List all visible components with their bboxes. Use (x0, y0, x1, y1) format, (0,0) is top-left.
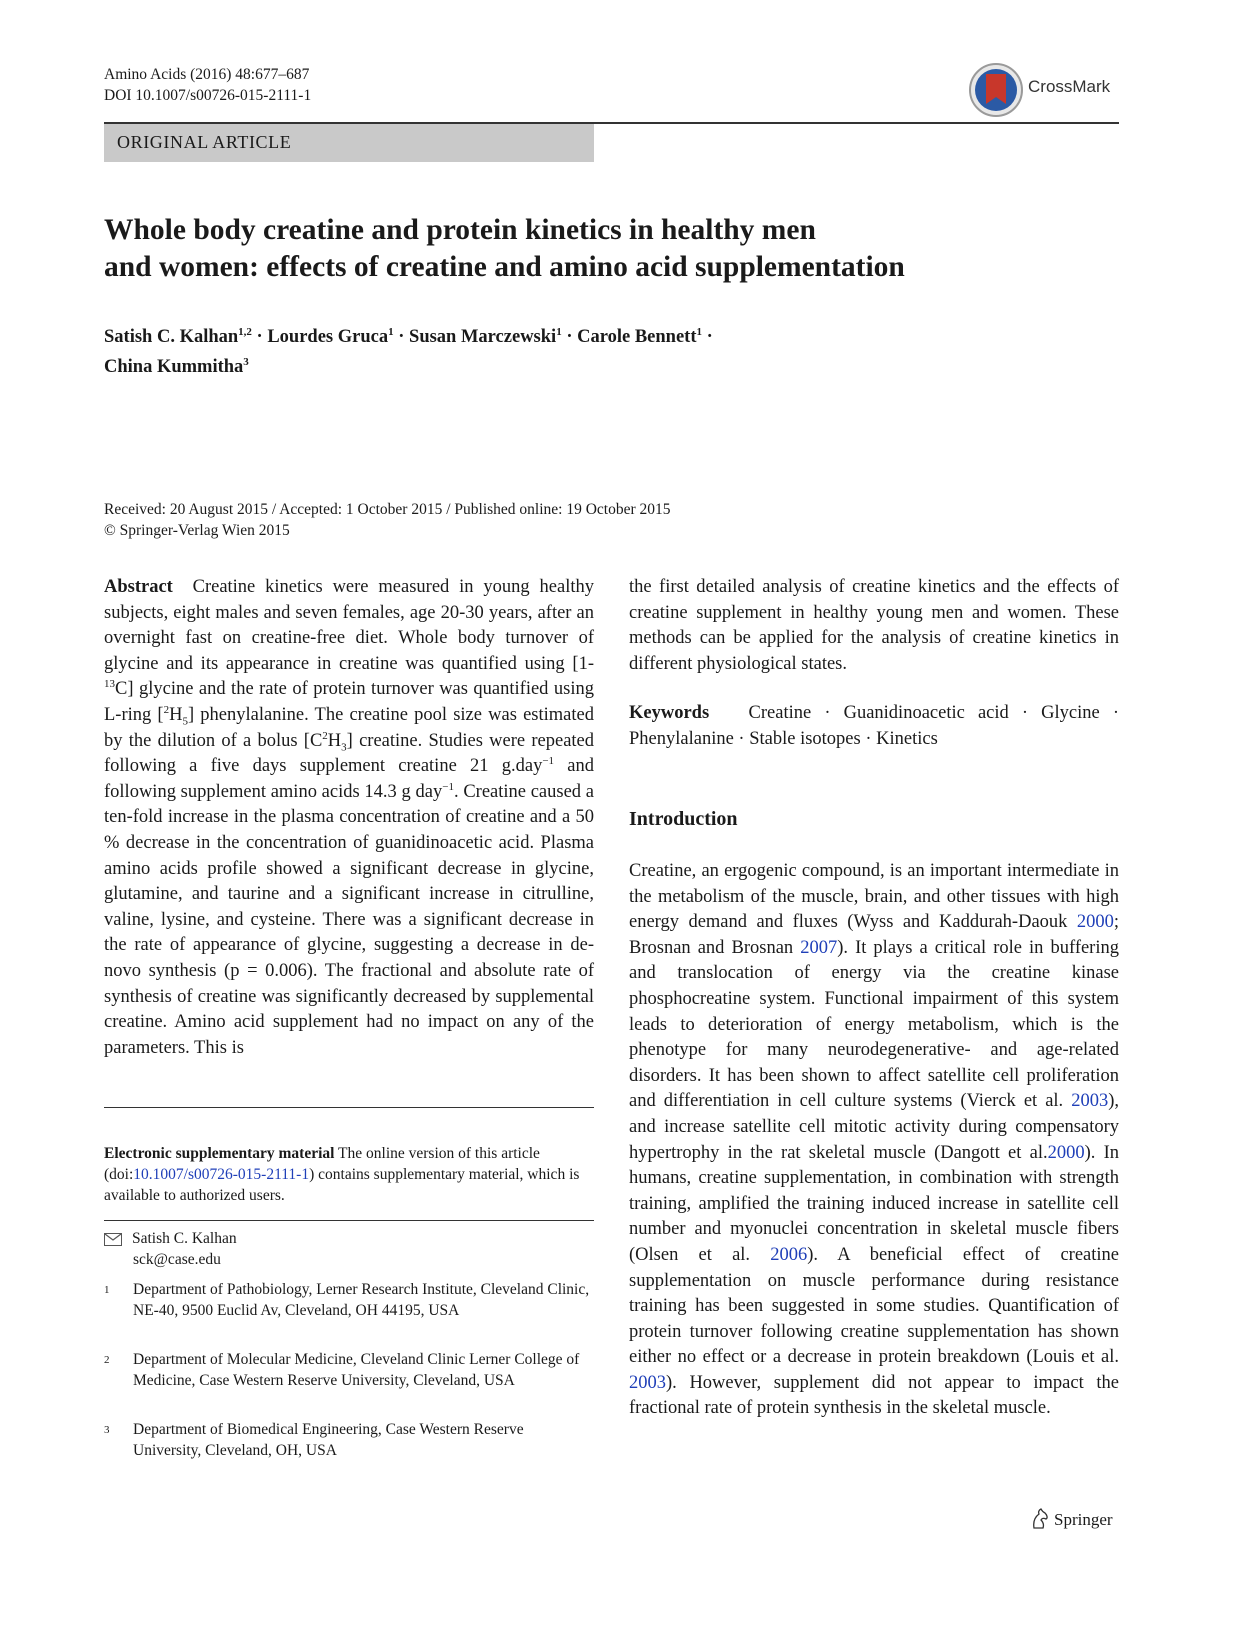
affiliation-number: 1 (104, 1284, 110, 1296)
article-title (104, 212, 1119, 286)
keywords-text: Creatine · Guanidinoacetic acid · Glycine · Phenylalanine · Stable isotopes · Kinetics (629, 703, 1119, 749)
affiliation-text: Department of Pathobiology, Lerner Research Institute, Cleveland Clinic, NE-40, 9500 Euclid Av, Cleveland, OH 44195, USA (133, 1281, 590, 1319)
footnote-rule (104, 1220, 594, 1221)
article-type: ORIGINAL ARTICLE (117, 132, 292, 152)
title-line-1: Whole body creatine and protein kinetics in healthy men (104, 214, 816, 246)
history-line: Received: 20 August 2015 / Accepted: 1 October 2015 / Published online: 19 October 2015 (104, 501, 671, 518)
subscript: 5 (182, 715, 188, 728)
keywords (629, 701, 1119, 752)
email-link[interactable]: sck@case.edu (133, 1251, 221, 1268)
introduction-text (629, 859, 1119, 1422)
citation-link[interactable]: 2003 (1071, 1091, 1109, 1112)
supplementary-note (104, 1143, 594, 1206)
author-name: China Kummitha (104, 357, 244, 378)
affiliation-number: 2 (104, 1354, 110, 1366)
author-name: Satish C. Kalhan (104, 327, 239, 348)
author-affil-sup: 1 (388, 326, 394, 338)
abstract-text: and following supplement amino acids 14.3 g day (104, 756, 594, 802)
publication-dates (104, 499, 671, 541)
affiliation-text: Department of Biomedical Engineering, Case Western Reserve University, Cleveland, OH, USA (133, 1421, 524, 1459)
doi-link[interactable]: 10.1007/s00726-015-2111-1 (133, 1166, 310, 1183)
abstract-label: Abstract (104, 577, 173, 597)
copyright-line: © Springer-Verlag Wien 2015 (104, 522, 290, 539)
springer-horse-icon (1030, 1508, 1050, 1530)
body-text: ), and increase satellite cell mitotic activity during compensatory hypertrophy in the rat skeletal muscle (Dangott et al. (629, 1091, 1119, 1163)
author-separator: · (393, 327, 410, 348)
author-affil-sup: 1 (556, 326, 562, 338)
citation-link[interactable]: 2006 (770, 1244, 808, 1265)
author-name: Susan Marczewski (409, 327, 557, 348)
affiliation-2 (104, 1350, 594, 1391)
title-line-2: and women: effects of creatine and amino acid supplementation (104, 251, 905, 283)
abstract-text: ] phenylalanine. The creatine pool size was estimated by the dilution of a bolus [C (104, 704, 594, 751)
author-list (104, 320, 1119, 380)
citation-link[interactable]: 2003 (629, 1372, 666, 1393)
article-type-band (104, 124, 594, 162)
author-affil-sup: 1,2 (238, 326, 252, 338)
body-text: ; Brosnan and Brosnan (629, 912, 1119, 958)
abstract-text: the first detailed analysis of creatine kinetics and the effects of creatine supplement in healthy young men and women. These methods can be applied for the analysis of creatine kinetics in different physiological states. (629, 577, 1119, 674)
section-heading: Introduction (629, 808, 738, 830)
citation-link[interactable]: 2000 (1076, 912, 1114, 933)
publisher-logo (1030, 1508, 1113, 1530)
crossmark-badge[interactable] (968, 60, 1118, 120)
abstract-text: ] creatine. Studies were repeated following a five days supplement creatine 21 g.day (104, 730, 595, 777)
body-text: Creatine, an ergogenic compound, is an important intermediate in the metabolism of the muscle, brain, and other tissues with high energy demand and fluxes (Wyss and Kaddurah-Daouk (629, 861, 1119, 933)
body-text: ). However, supplement did not appear to impact the fractional rate of protein synthesis in the skeletal muscle. (629, 1372, 1119, 1419)
author-affil-sup: 3 (243, 356, 249, 369)
author-separator: · (561, 327, 578, 348)
abstract (104, 575, 594, 1061)
corresponding-author: Satish C. Kalhan (132, 1230, 237, 1247)
citation-link[interactable]: 2007 (800, 937, 838, 958)
author-name: Lourdes Gruca (267, 327, 389, 348)
journal-citation (104, 64, 311, 106)
doi-line: DOI 10.1007/s00726-015-2111-1 (104, 87, 312, 104)
keywords-label: Keywords (629, 703, 710, 724)
publisher-name: Springer (1054, 1510, 1113, 1529)
journal-line: Amino Acids (2016) 48:677–687 (104, 66, 310, 83)
abstract-text: H (327, 730, 342, 751)
author-separator: · (251, 327, 268, 348)
correspondence (104, 1228, 594, 1270)
citation-link[interactable]: 2000 (1047, 1142, 1085, 1163)
abstract-text: C] glycine and the rate of protein turnover was quantified using L-ring [ (104, 679, 594, 725)
envelope-icon (104, 1233, 122, 1246)
supplementary-text: The online version of this article (doi: (104, 1145, 540, 1183)
author-name: Carole Bennett (577, 327, 697, 348)
abstract-text: H (169, 704, 183, 725)
affiliation-number: 3 (104, 1424, 110, 1436)
supplementary-label: Electronic supplementary material (104, 1145, 335, 1162)
author-separator: · (701, 327, 713, 348)
affiliation-3 (104, 1420, 594, 1461)
affiliation-1 (104, 1280, 594, 1321)
superscript: 13 (104, 678, 115, 691)
abstract-continued (629, 575, 1119, 753)
subscript: 3 (341, 741, 347, 754)
supplementary-text: ) contains supplementary material, which is available to authorized users. (104, 1166, 580, 1204)
abstract-text: . Creatine caused a ten-fold increase in the plasma concentration of creatine and a 50 % decrease in the concentration of guanidinoacetic acid. Plasma amino acids profile showed a significant decrease in glycine, glutamine, and taurine and a significant increase in citrulline, valine, lysine, and cysteine. There was a significant decrease in the rate of appearance of glycine, suggesting a decrease in de-novo synthesis (p = 0.006). The fractional and absolute rate of synthesis of creatine was significantly decreased by supplemental creatine. Amino acid supplement had no impact on any of the parameters. This is (104, 781, 594, 1058)
body-text: ). A beneficial effect of creatine supplementation on muscle performance during resistance training has been suggested in some studies. Quantification of protein turnover following creatine supplementation has shown either no effect or a decrease in protein breakdown (Louis et al. (629, 1244, 1119, 1368)
abstract-text: Creatine kinetics were measured in young healthy subjects, eight males and seven females, age 20-30 years, after an overnight fast on creatine-free diet. Whole body turnover of glycine and its appearance in creatine was quantified using [1- (104, 577, 595, 674)
affiliation-text: Department of Molecular Medicine, Cleveland Clinic Lerner College of Medicine, Case Western Reserve University, Cleveland, USA (133, 1351, 580, 1389)
body-text: ). In humans, creatine supplementation, in combination with strength training, amplified the training induced increase in satellite cell number and myonuclei concentration in skeletal muscle fibers (Olsen et al. (629, 1142, 1119, 1265)
superscript: 2 (322, 729, 328, 742)
footnote-rule (104, 1107, 594, 1108)
author-affil-sup: 1 (696, 326, 702, 338)
superscript: −1 (442, 780, 454, 793)
superscript: 2 (163, 703, 170, 716)
superscript: −1 (542, 755, 555, 767)
body-text: ). It plays a critical role in buffering and translocation of energy via the creatine kinase phosphocreatine system. Functional impairment of this system leads to deterioration of energy metabolism, which is the phenotype for many neurodegenerative- and age-related disorders. It has been shown to affect satellite cell proliferation and differentiation in cell culture systems (Vierck et al. (629, 937, 1119, 1112)
crossmark-label: CrossMark (1028, 77, 1111, 96)
crossmark-icon (968, 62, 1024, 118)
